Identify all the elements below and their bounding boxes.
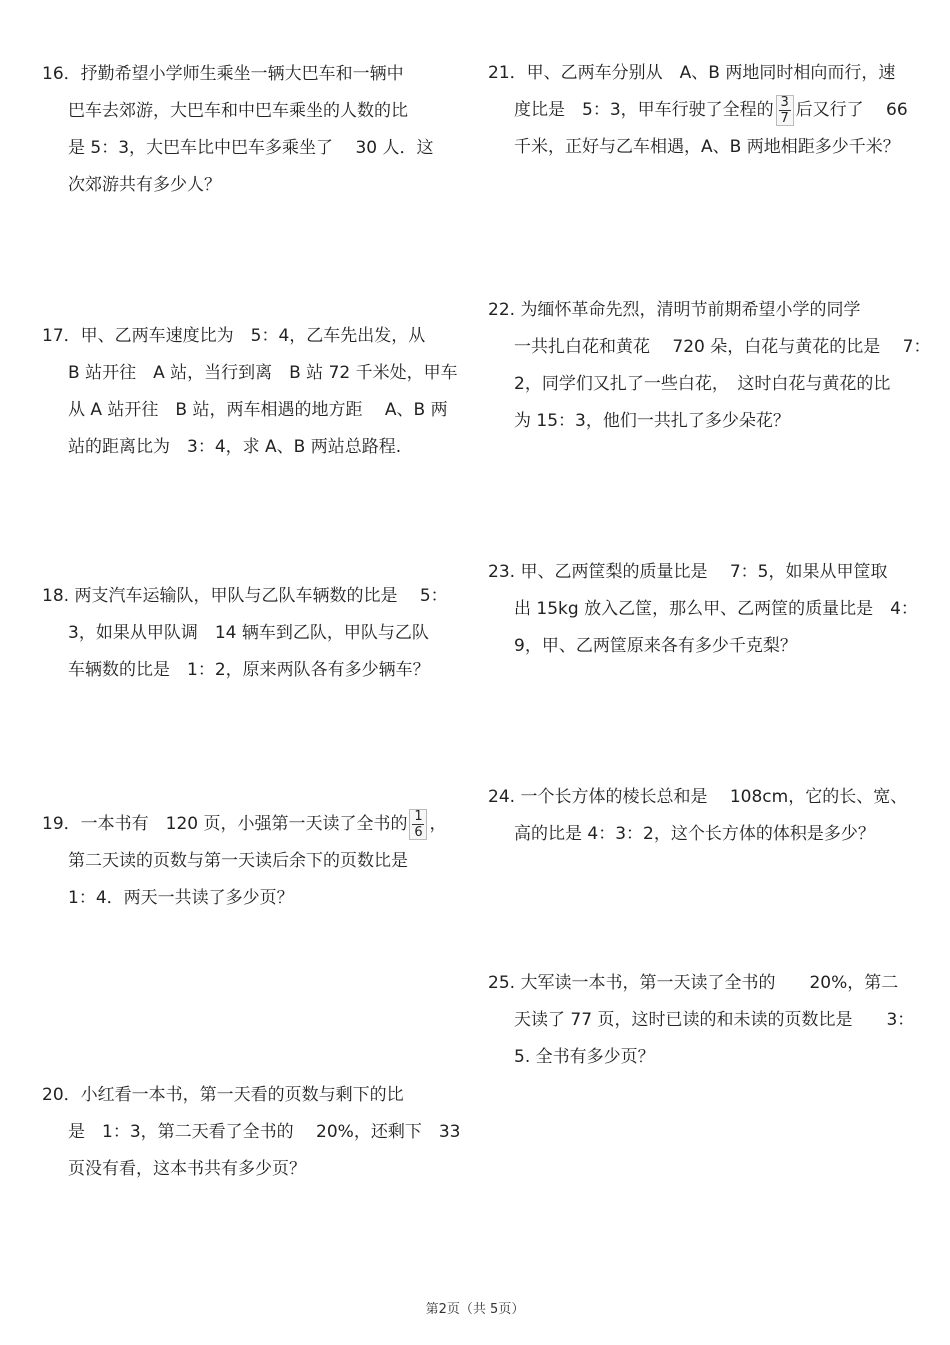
problem-line: 千米，正好与乙车相遇，A、B 两地相距多少千米？ <box>514 137 900 157</box>
problem-21 <box>488 55 908 166</box>
problem-text: 度比是 5：3，甲车行驶了全程的 <box>514 100 774 120</box>
problem-line: 22. 为缅怀革命先烈，清明节前期希望小学的同学 <box>488 300 861 320</box>
problem-24 <box>488 779 907 853</box>
problem-20 <box>42 1077 460 1188</box>
problem-line: 出 15kg 放入乙筐，那么甲、乙两筐的质量比是 4： <box>514 599 918 619</box>
fraction-numerator: 1 <box>414 808 423 824</box>
problem-line: 页没有看，这本书共有多少页？ <box>68 1159 306 1179</box>
problem-line: 2，同学们又扎了一些白花， 这时白花与黄花的比 <box>514 374 891 394</box>
problem-line: 9，甲、乙两筐原来各有多少千克梨？ <box>514 636 797 656</box>
problem-19 <box>42 806 446 917</box>
problem-line: 一共扎白花和黄花 720 朵，白花与黄花的比是 7： <box>514 337 931 357</box>
problem-line: 21．甲、乙两车分别从 A、B 两地同时相向而行，速 <box>488 63 896 83</box>
problem-line <box>488 92 908 129</box>
problem-line: 车辆数的比是 1：2，原来两队各有多少辆车？ <box>68 660 430 680</box>
problem-line: 是 5：3，大巴车比中巴车多乘坐了 30 人．这 <box>68 138 434 158</box>
problem-line: 为 15：3，他们一共扎了多少朵花？ <box>514 411 790 431</box>
problem-line: 17．甲、乙两车速度比为 5：4，乙车先出发，从 <box>42 326 426 346</box>
problem-22 <box>488 292 930 440</box>
problem-17 <box>42 318 458 466</box>
problem-line: 24. 一个长方体的棱长总和是 108cm，它的长、宽、 <box>488 787 908 807</box>
problem-text: 后又行了 66 <box>795 100 908 120</box>
problem-text: ， <box>429 814 447 834</box>
page-footer: 第2页（共 5页） <box>425 1302 525 1317</box>
problem-line: 天读了 77 页，这时已读的和未读的页数比是 3： <box>514 1010 915 1030</box>
problem-line: 高的比是 4：3：2，这个长方体的体积是多少？ <box>514 824 875 844</box>
problem-line: 巴车去郊游，大巴车和中巴车乘坐的人数的比 <box>68 101 408 121</box>
problem-16 <box>42 56 433 204</box>
fraction-three-sevenths <box>776 95 794 126</box>
problem-line: 20．小红看一本书，第一天看的页数与剩下的比 <box>42 1085 404 1105</box>
problem-line: 5. 全书有多少页？ <box>514 1047 655 1067</box>
problem-line: 1：4．两天一共读了多少页？ <box>68 888 294 908</box>
problem-line: 从 A 站开往 B 站，两车相遇的地方距 A、B 两 <box>68 400 448 420</box>
problem-line: 23. 甲、乙两筐梨的质量比是 7：5，如果从甲筐取 <box>488 562 888 582</box>
problem-line: 站的距离比为 3：4，求 A、B 两站总路程. <box>68 437 402 457</box>
problem-18 <box>42 578 448 689</box>
problem-line: 16．抒勤希望小学师生乘坐一辆大巴车和一辆中 <box>42 64 404 84</box>
fraction-one-sixth <box>409 809 427 840</box>
fraction-numerator: 3 <box>780 94 789 110</box>
problem-line <box>42 806 446 843</box>
problem-line: 18. 两支汽车运输队，甲队与乙队车辆数的比是 5： <box>42 586 448 606</box>
problem-line: 25. 大军读一本书，第一天读了全书的 20%，第二 <box>488 973 899 993</box>
problem-25 <box>488 965 914 1076</box>
fraction-denominator: 6 <box>414 824 423 840</box>
problem-23 <box>488 554 918 665</box>
problem-line: B 站开往 A 站，当行到离 B 站 72 千米处，甲车 <box>68 363 458 383</box>
problem-line: 次郊游共有多少人？ <box>68 175 221 195</box>
problem-line: 是 1：3，第二天看了全书的 20%，还剩下 33 <box>68 1122 461 1142</box>
problem-line: 第二天读的页数与第一天读后余下的页数比是 <box>68 851 408 871</box>
problem-line: 3，如果从甲队调 14 辆车到乙队，甲队与乙队 <box>68 623 429 643</box>
problem-text: 19．一本书有 120 页，小强第一天读了全书的 <box>42 814 408 834</box>
fraction-denominator: 7 <box>780 110 789 126</box>
